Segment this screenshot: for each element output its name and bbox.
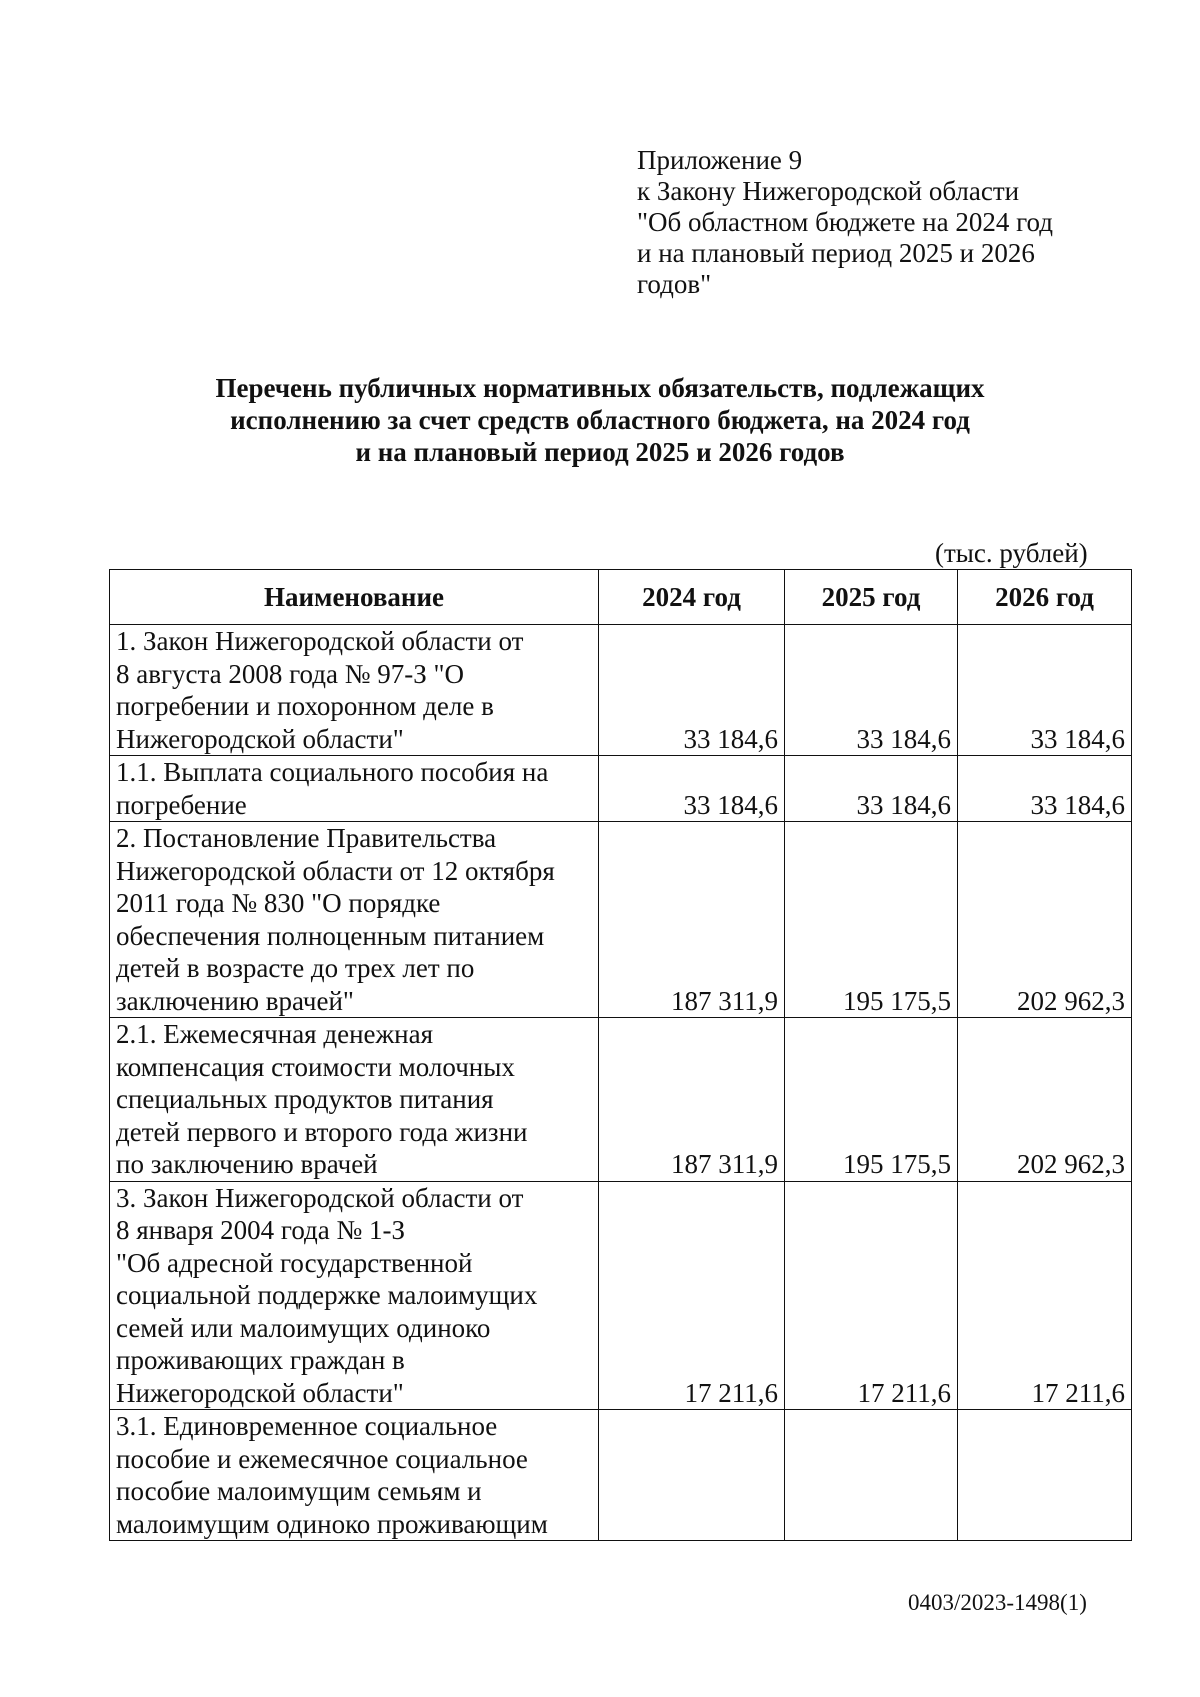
value-2024: 187 311,9	[599, 822, 785, 1018]
value-2025	[785, 1410, 958, 1541]
row-name-line: 1. Закон Нижегородской области от	[116, 626, 524, 656]
row-name-line: Нижегородской области"	[116, 1377, 404, 1408]
row-name-line: семей или малоимущих одиноко	[116, 1312, 491, 1343]
table-row	[110, 625, 1132, 756]
row-name-line: 2.1. Ежемесячная денежная	[116, 1019, 434, 1049]
row-name	[110, 756, 599, 822]
header-2026: 2026 год	[958, 570, 1132, 625]
document-title	[150, 372, 1050, 468]
row-name-line: погребение	[116, 789, 247, 820]
units-label: (тыс. рублей)	[935, 538, 1088, 568]
row-name-line: 3.1. Единовременное социальное	[116, 1411, 498, 1441]
value-2025: 195 175,5	[785, 1018, 958, 1182]
value-2024	[599, 1410, 785, 1541]
row-name-line: "Об адресной государственной	[116, 1247, 473, 1278]
value-2026: 17 211,6	[958, 1181, 1132, 1410]
row-name-line: 1.1. Выплата социального пособия на	[116, 757, 549, 787]
row-name-line: Нижегородской области"	[116, 723, 404, 754]
header-name: Наименование	[110, 570, 599, 625]
row-name-line: обеспечения полноценным питанием	[116, 920, 545, 951]
appendix-line: и на плановый период 2025 и 2026	[637, 238, 1035, 268]
row-name-line: 8 августа 2008 года № 97-З "О	[116, 658, 465, 689]
title-line: и на плановый период 2025 и 2026 годов	[355, 437, 845, 467]
value-2025: 195 175,5	[785, 822, 958, 1018]
row-name	[110, 822, 599, 1018]
value-2026: 33 184,6	[958, 756, 1132, 822]
obligations-table	[109, 569, 1132, 1541]
header-2025: 2025 год	[785, 570, 958, 625]
row-name-line: компенсация стоимости молочных	[116, 1051, 515, 1082]
value-2024: 33 184,6	[599, 625, 785, 756]
row-name	[110, 1181, 599, 1410]
value-2024: 33 184,6	[599, 756, 785, 822]
row-name-line: социальной поддержке малоимущих	[116, 1280, 538, 1310]
appendix-note	[637, 145, 1053, 300]
row-name-line: проживающих граждан в	[116, 1345, 405, 1375]
title-line: Перечень публичных нормативных обязательств, подлежащих	[215, 373, 985, 403]
value-2024: 17 211,6	[599, 1181, 785, 1410]
appendix-line: Приложение 9	[637, 145, 803, 175]
value-2025: 33 184,6	[785, 756, 958, 822]
value-2024: 187 311,9	[599, 1018, 785, 1182]
table-row	[110, 756, 1132, 822]
value-2026: 33 184,6	[958, 625, 1132, 756]
row-name	[110, 1410, 599, 1541]
row-name-line: Нижегородской области от 12 октября	[116, 855, 555, 886]
row-name-line: 3. Закон Нижегородской области от	[116, 1182, 524, 1213]
title-line: исполнению за счет средств областного бюджета, на 2024 год	[230, 405, 970, 435]
appendix-line: "Об областном бюджете на 2024 год	[637, 207, 1053, 237]
row-name-line: детей в возрасте до трех лет по	[116, 953, 475, 983]
row-name-line: по заключению врачей	[116, 1149, 378, 1179]
document-code: 0403/2023-1498(1)	[908, 1590, 1087, 1615]
appendix-line: к Закону Нижегородской области	[637, 176, 1020, 206]
table-row	[110, 1181, 1132, 1410]
value-2026: 202 962,3	[958, 1018, 1132, 1182]
table-row	[110, 1410, 1132, 1541]
row-name	[110, 625, 599, 756]
header-2024: 2024 год	[599, 570, 785, 625]
value-2026	[958, 1410, 1132, 1541]
row-name-line: пособие малоимущим семьям и	[116, 1476, 482, 1506]
table-row	[110, 1018, 1132, 1182]
table-row	[110, 822, 1132, 1018]
appendix-line: годов"	[637, 269, 712, 299]
row-name-line: малоимущим одиноко проживающим	[116, 1508, 548, 1539]
value-2025: 33 184,6	[785, 625, 958, 756]
value-2025: 17 211,6	[785, 1181, 958, 1410]
row-name-line: заключению врачей"	[116, 985, 354, 1016]
row-name-line: специальных продуктов питания	[116, 1084, 494, 1114]
row-name	[110, 1018, 599, 1182]
row-name-line: 2011 года № 830 "О порядке	[116, 888, 441, 918]
table-header-row	[110, 570, 1132, 625]
row-name-line: 8 января 2004 года № 1-З	[116, 1215, 406, 1245]
row-name-line: пособие и ежемесячное социальное	[116, 1443, 528, 1474]
value-2026: 202 962,3	[958, 822, 1132, 1018]
row-name-line: погребении и похоронном деле в	[116, 691, 494, 721]
row-name-line: 2. Постановление Правительства	[116, 823, 497, 853]
row-name-line: детей первого и второго года жизни	[116, 1116, 528, 1147]
